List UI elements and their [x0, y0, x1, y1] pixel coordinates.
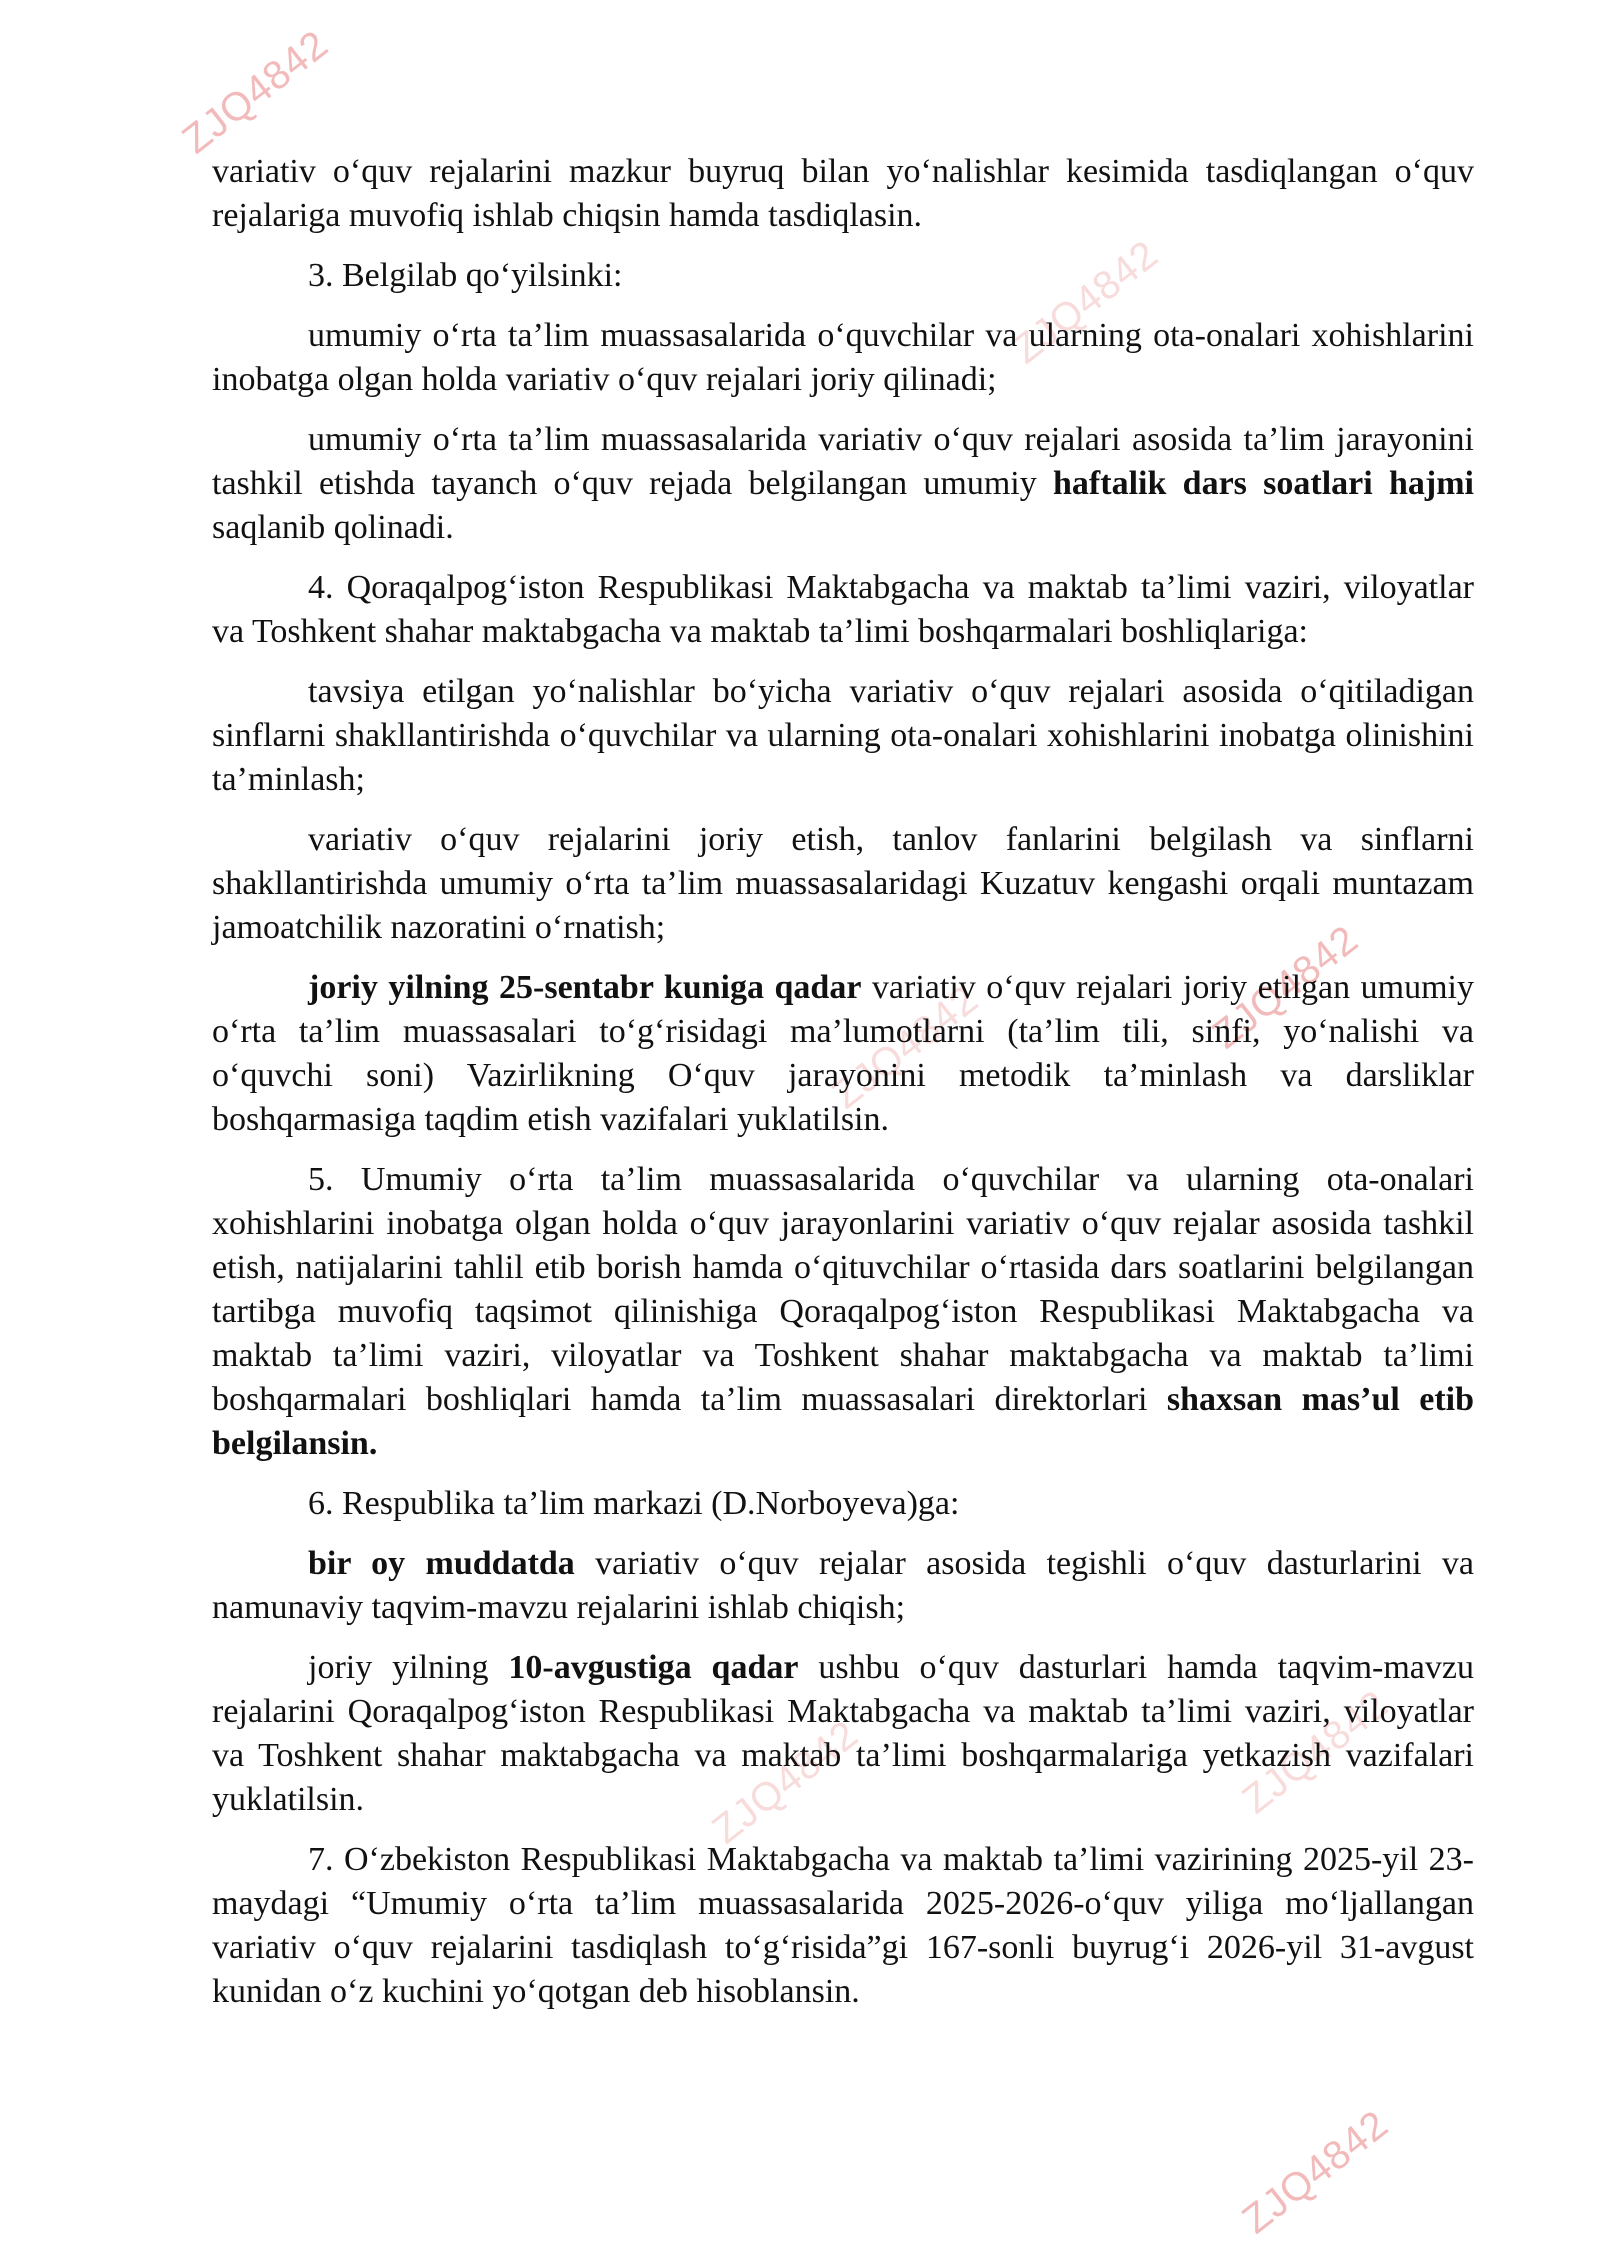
text-run: 5. Umumiy o‘rta ta’lim muassasalarida o‘quvchilar va ularning ota-onalari xohishlarini inobatga olgan holda o‘quv jarayonlarini variativ o‘quv rejalar asosida tashkil etish, natijalarini tahlil etib borish hamda o‘qituvchilar o‘rtasida dars soatlarini belgilangan tartibga muvofiq taqsimot qilinishiga Qoraqalpog‘iston Respublikasi Maktabgacha va maktab ta’limi vaziri, viloyatlar va Toshkent shahar maktabgacha va maktab ta’limi boshqarmalari boshliqlari hamda ta’lim muassasalari direktorlari [212, 1161, 1474, 1418]
text-run: variativ o‘quv rejalar asosida tegishli o‘quv dasturlarini va namunaviy taqvim-mavzu rejalarini ishlab chiqish; [212, 1545, 1474, 1626]
watermark-middle-right: ZJQ4842 [1204, 916, 1367, 1058]
text-run: saqlanib qolinadi. [212, 509, 454, 546]
bold-text-run: haftalik dars soatlari hajmi [1053, 465, 1475, 502]
document-paragraph [212, 1158, 1474, 1466]
document-paragraph [212, 670, 1474, 802]
bold-text-run: bir oy muddatda [308, 1545, 575, 1582]
watermark-upper-middle: ZJQ4842 [1004, 231, 1167, 373]
watermark-center: ZJQ4842 [824, 976, 987, 1118]
watermark-lower-center: ZJQ4842 [704, 1711, 867, 1853]
text-run: variativ o‘quv rejalarini joriy etish, tanlov fanlarini belgilash va sinflarni shakllantirishda umumiy o‘rta ta’lim muassasalaridagi Kuzatuv kengashi orqali muntazam jamoatchilik nazoratini o‘rnatish; [212, 821, 1474, 946]
text-run: variativ o‘quv rejalari joriy etilgan umumiy o‘rta ta’lim muassasalari to‘g‘risidagi ma’lumotlarni (ta’lim tili, sinfi, yo‘nalishi va o‘quvchi soni) Vazirlikning O‘quv jarayonini metodik ta’minlash va darsliklar boshqarmasiga taqdim etish vazifalari yuklatilsin. [212, 969, 1474, 1138]
text-run: joriy yilning [308, 1649, 509, 1686]
document-paragraph [212, 1838, 1474, 2014]
watermark-lower-right: ZJQ4842 [1234, 1681, 1397, 1823]
bold-text-run: joriy yilning 25-sentabr kuniga qadar [308, 969, 862, 1006]
text-run: umumiy o‘rta ta’lim muassasalarida variativ o‘quv rejalari asosida ta’lim jarayonini tashkil etishda tayanch o‘quv rejada belgilangan umumiy [212, 421, 1474, 502]
text-run: ushbu o‘quv dasturlari hamda taqvim-mavzu rejalarini Qoraqalpog‘iston Respublikasi Maktabgacha va maktab ta’limi vaziri, viloyatlar va Toshkent shahar maktabgacha va maktab ta’limi boshqarmalariga yetkazish vazifalari yuklatilsin. [212, 1649, 1474, 1818]
bold-text-run: shaxsan mas’ul etib belgilansin. [212, 1381, 1474, 1462]
text-run: 7. O‘zbekiston Respublikasi Maktabgacha va maktab ta’limi vazirining 2025-yil 23-maydagi “Umumiy o‘rta ta’lim muassasalarida 2025-2026-o‘quv yiliga mo‘ljallangan variativ o‘quv rejalarini tasdiqlash to‘g‘risida”gi 167-sonli buyrug‘i 2026-yil 31-avgust kunidan o‘z kuchini yo‘qotgan deb hisoblansin. [212, 1841, 1474, 2010]
document-paragraph [212, 1482, 1474, 1526]
text-run: 4. Qoraqalpog‘iston Respublikasi Maktabgacha va maktab ta’limi vaziri, viloyatlar va Toshkent shahar maktabgacha va maktab ta’limi boshqarmalari boshliqlariga: [212, 569, 1474, 650]
watermark-bottom-right: ZJQ4842 [1234, 2101, 1397, 2243]
document-paragraph [212, 1646, 1474, 1822]
watermark-top-left: ZJQ4842 [174, 21, 337, 163]
text-run: 3. Belgilab qo‘yilsinki: [308, 257, 623, 294]
text-run: umumiy o‘rta ta’lim muassasalarida o‘quvchilar va ularning ota-onalari xohishlarini inobatga olgan holda variativ o‘quv rejalari joriy qilinadi; [212, 317, 1474, 398]
text-run: variativ o‘quv rejalarini mazkur buyruq bilan yo‘nalishlar kesimida tasdiqlangan o‘quv rejalariga muvofiq ishlab chiqsin hamda tasdiqlasin. [212, 153, 1474, 234]
document-paragraph [212, 314, 1474, 402]
document-paragraph [212, 566, 1474, 654]
text-run: 6. Respublika ta’lim markazi (D.Norboyeva)ga: [308, 1485, 960, 1522]
document-paragraph [212, 150, 1474, 238]
text-run: tavsiya etilgan yo‘nalishlar bo‘yicha variativ o‘quv rejalari asosida o‘qitiladigan sinflarni shakllantirishda o‘quvchilar va ularning ota-onalari xohishlarini inobatga olinishini ta’minlash; [212, 673, 1474, 798]
bold-text-run: 10-avgustiga qadar [508, 1649, 799, 1686]
document-paragraph [212, 818, 1474, 950]
document-paragraph [212, 966, 1474, 1142]
document-body [212, 150, 1474, 2030]
document-paragraph [212, 418, 1474, 550]
document-paragraph [212, 254, 1474, 298]
document-paragraph [212, 1542, 1474, 1630]
